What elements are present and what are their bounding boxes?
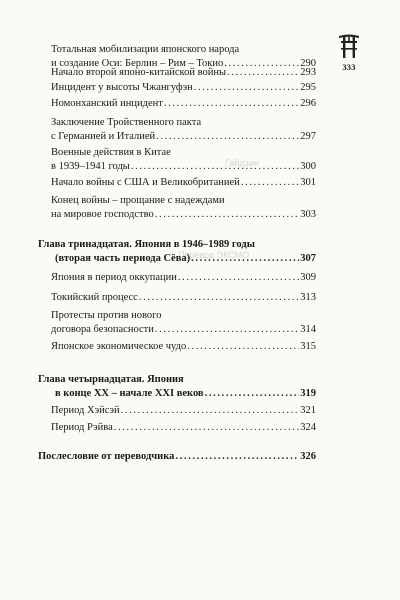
toc-chapter-line: Глава тринадцатая. Япония в 1946–1989 годы bbox=[38, 239, 255, 250]
toc-entry bbox=[51, 97, 316, 111]
toc-entry bbox=[51, 194, 316, 222]
dot-leader bbox=[131, 160, 299, 174]
dot-leader bbox=[227, 66, 299, 80]
dot-leader bbox=[139, 291, 299, 305]
toc-chapter-line: (вторая часть периода Сёва) bbox=[55, 253, 191, 264]
toc-page-number: 290 bbox=[300, 58, 316, 69]
page-number: 333 bbox=[342, 62, 356, 72]
toc-entry bbox=[51, 176, 316, 190]
toc-page-number: 295 bbox=[300, 82, 316, 93]
toc-entry bbox=[51, 309, 316, 337]
toc-chapter bbox=[38, 238, 316, 266]
toc-entry-line: Япония в период оккупации bbox=[51, 272, 177, 283]
toc-entry-line: Начало войны с США и Великобританией bbox=[51, 177, 240, 188]
toc-chapter bbox=[38, 373, 316, 401]
toc-page-number: 324 bbox=[300, 422, 316, 433]
toc-page-number: 307 bbox=[300, 253, 316, 264]
bleed-through: Гайдзин bbox=[225, 158, 259, 168]
toc-page-number: 293 bbox=[300, 67, 316, 78]
toc-page-number: 313 bbox=[300, 292, 316, 303]
toc-entry-line: Военные действия в Китае bbox=[51, 147, 171, 158]
toc-page-number: 296 bbox=[300, 98, 316, 109]
toc-entry bbox=[51, 81, 316, 95]
toc-entry bbox=[51, 340, 316, 354]
toc-page-number: 309 bbox=[300, 272, 316, 283]
dot-leader bbox=[175, 450, 299, 464]
dot-leader bbox=[194, 81, 299, 95]
toc-page-number: 321 bbox=[300, 405, 316, 416]
toc-entry-line: Конец войны – прощание с надеждами bbox=[51, 195, 225, 206]
toc-entry-line: Номонханский инцидент bbox=[51, 98, 163, 109]
bleed-through: Перевод ЭКСМО bbox=[178, 250, 250, 260]
toc-entry bbox=[51, 146, 316, 174]
toc-page-number: 319 bbox=[300, 388, 316, 399]
toc-entry bbox=[51, 421, 316, 435]
dot-leader bbox=[241, 176, 299, 190]
toc-page-number: 301 bbox=[300, 177, 316, 188]
toc-entry bbox=[51, 404, 316, 418]
toc-entry-line: Период Хэйсэй bbox=[51, 405, 120, 416]
dot-leader bbox=[191, 252, 299, 266]
toc-entry-line: Заключение Тройственного пакта bbox=[51, 117, 202, 128]
toc-entry-line: в 1939–1941 годы bbox=[51, 161, 130, 172]
toc-entry-line: Начало второй японо-китайской войны bbox=[51, 67, 227, 78]
toc-entry-line: и создание Оси: Берлин – Рим – Токио bbox=[51, 58, 224, 69]
toc-entry-line: Японское экономическое чудо bbox=[51, 341, 187, 352]
toc-entry-line: договора безопасности bbox=[51, 324, 154, 335]
toc-page-number: 314 bbox=[300, 324, 316, 335]
toc-chapter-line: в конце XX – начале XXI веков bbox=[55, 388, 204, 399]
dot-leader bbox=[156, 130, 299, 144]
toc-chapter-line: Глава четырнадцатая. Япония bbox=[38, 374, 184, 385]
toc-entry-line: Инцидент у высоты Чжангуфэн bbox=[51, 82, 193, 93]
toc-entry-line: на мировое господство bbox=[51, 209, 154, 220]
toc-page-number: 326 bbox=[300, 451, 316, 462]
toc-page-number: 297 bbox=[300, 131, 316, 142]
dot-leader bbox=[155, 323, 299, 337]
toc-entry-line: Токийский процесс bbox=[51, 292, 138, 303]
dot-leader bbox=[178, 271, 299, 285]
dot-leader bbox=[187, 340, 299, 354]
toc-page-number: 315 bbox=[300, 341, 316, 352]
toc-entry-line: Период Рэйва bbox=[51, 422, 113, 433]
dot-leader bbox=[155, 208, 300, 222]
toc-entry bbox=[51, 271, 316, 285]
dot-leader bbox=[205, 387, 300, 401]
toc-page-number: 300 bbox=[300, 161, 316, 172]
dot-leader bbox=[164, 97, 299, 111]
toc-entry-line: Тотальная мобилизации японского народа bbox=[51, 44, 240, 55]
toc-page-number: 303 bbox=[300, 209, 316, 220]
toc-entry-line: Протесты против нового bbox=[51, 310, 162, 321]
toc-entry bbox=[51, 291, 316, 305]
dot-leader bbox=[121, 404, 300, 418]
toc-entry bbox=[51, 116, 316, 144]
dot-leader bbox=[114, 421, 300, 435]
toc-entry-line: с Германией и Италией bbox=[51, 131, 156, 142]
toc-chapter-line: Послесловие от переводчика bbox=[38, 451, 175, 462]
toc-chapter bbox=[38, 450, 316, 464]
toc-entry bbox=[51, 66, 316, 80]
